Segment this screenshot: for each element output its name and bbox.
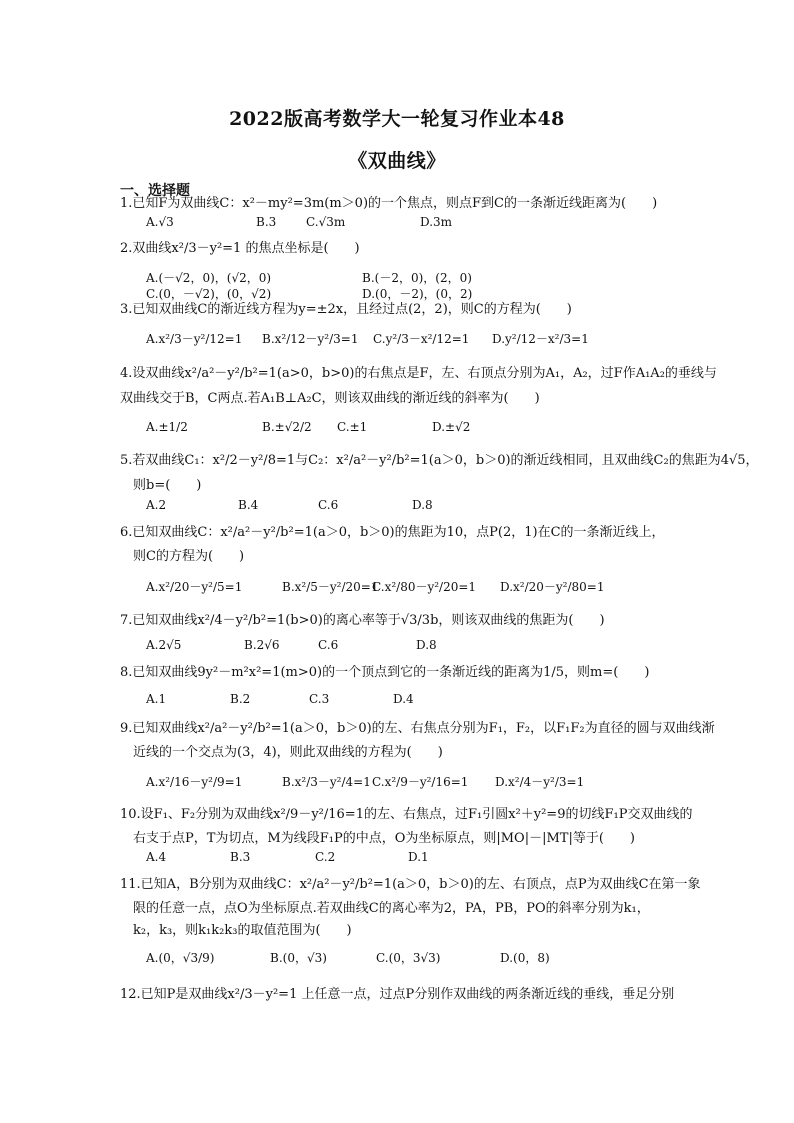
question-8-option-A: A.1 — [146, 692, 167, 706]
question-5-option-A: A.2 — [146, 498, 167, 512]
question-3-option-A: A.x²/3－y²/12=1 — [146, 332, 243, 346]
question-4-option-C: C.±1 — [337, 420, 368, 434]
question-1-option-A: A.√3 — [146, 215, 174, 229]
question-8-option-B: B.2 — [230, 692, 251, 706]
question-6-option-C: C.x²/80－y²/20=1 — [372, 580, 477, 594]
question-10-option-B: B.3 — [230, 850, 251, 864]
question-11-stem-line: 11.已知A，B分别为双曲线C：x²/a²－y²/b²=1(a＞0，b＞0)的左、右顶点，点P为双曲线C在第一象 — [120, 877, 701, 892]
question-7-option-B: B.2√6 — [244, 638, 280, 652]
question-4-option-D: D.±√2 — [432, 420, 471, 434]
question-5-option-D: D.8 — [412, 498, 433, 512]
question-1-option-D: D.3m — [420, 215, 453, 229]
section-heading: 一、选择题 — [120, 183, 190, 199]
question-5-stem-line: 则b=( ) — [120, 478, 202, 493]
question-1-option-C: C.√3m — [306, 215, 346, 229]
question-6-option-A: A.x²/20－y²/5=1 — [146, 580, 243, 594]
question-11-stem-line: k₂，k₃，则k₁k₂k₃的取值范围为( ) — [120, 923, 352, 938]
question-11-option-B: B.(0，√3) — [270, 951, 327, 965]
question-9-option-A: A.x²/16－y²/9=1 — [146, 775, 243, 789]
question-4-stem-line: 双曲线交于B，C两点.若A₁B⊥A₂C，则该双曲线的渐近线的斜率为( ) — [120, 391, 540, 406]
question-2-stem-line: 2.双曲线x²/3－y²=1 的焦点坐标是( ) — [120, 241, 360, 256]
question-1-stem-line: 1.已知F为双曲线C：x²－my²=3m(m＞0)的一个焦点，则点F到C的一条渐近线距离为( ) — [120, 196, 658, 211]
question-12-stem-line: 12.已知P是双曲线x²/3－y²=1 上任意一点，过点P分别作双曲线的两条渐近线的垂线，垂足分别 — [120, 987, 675, 1002]
question-4-option-A: A.±1/2 — [146, 420, 188, 434]
document-title: 2022版高考数学大一轮复习作业本48 — [229, 108, 565, 130]
question-4-option-B: B.±√2/2 — [262, 420, 312, 434]
question-7-stem-line: 7.已知双曲线x²/4－y²/b²=1(b>0)的离心率等于√3/3b，则该双曲线的焦距为( ) — [120, 613, 605, 628]
question-7-option-C: C.6 — [318, 638, 339, 652]
question-4-stem-line: 4.设双曲线x²/a²－y²/b²=1(a>0，b>0)的右焦点是F，左、右顶点分别为A₁，A₂，过F作A₁A₂的垂线与 — [120, 366, 717, 381]
question-7-option-A: A.2√5 — [146, 638, 182, 652]
question-10-option-A: A.4 — [146, 850, 167, 864]
question-10-stem-line: 10.设F₁、F₂分别为双曲线x²/9－y²/16=1的左、右焦点，过F₁引圆x²＋y²=9的切线F₁P交双曲线的 — [120, 807, 693, 822]
question-11-option-C: C.(0，3√3) — [376, 951, 441, 965]
question-9-stem-line: 9.已知双曲线x²/a²－y²/b²=1(a＞0，b＞0)的左、右焦点分别为F₁，F₂，以F₁F₂为直径的圆与双曲线渐 — [120, 721, 715, 736]
question-6-stem-line: 6.已知双曲线C：x²/a²－y²/b²=1(a＞0，b＞0)的焦距为10，点P(2，1)在C的一条渐近线上， — [120, 525, 665, 540]
question-6-option-D: D.x²/20－y²/80=1 — [500, 580, 605, 594]
question-6-option-B: B.x²/5－y²/20=1 — [282, 580, 379, 594]
question-3-option-B: B.x²/12－y²/3=1 — [262, 332, 359, 346]
question-6-stem-line: 则C的方程为( ) — [120, 549, 245, 564]
question-2-option-C: C.(0，－√2)，(0，√2) — [146, 287, 272, 301]
question-11-option-D: D.(0，8) — [500, 951, 550, 965]
question-10-option-C: C.2 — [315, 850, 336, 864]
question-8-stem-line: 8.已知双曲线9y²－m²x²=1(m>0)的一个顶点到它的一条渐近线的距离为1/5，则m=( ) — [120, 665, 650, 680]
question-11-stem-line: 限的任意一点，点O为坐标原点.若双曲线C的离心率为2，PA，PB，PO的斜率分别为k₁， — [120, 901, 650, 916]
question-11-option-A: A.(0，√3/9) — [146, 951, 215, 965]
question-9-stem-line: 近线的一个交点为(3，4)，则此双曲线的方程为( ) — [120, 745, 443, 760]
question-1-option-B: B.3 — [256, 215, 277, 229]
document-subtitle: 《双曲线》 — [348, 150, 446, 172]
question-5-option-C: C.6 — [318, 498, 339, 512]
question-8-option-D: D.4 — [393, 692, 414, 706]
question-10-option-D: D.1 — [408, 850, 429, 864]
question-9-option-B: B.x²/3－y²/4=1 — [282, 775, 371, 789]
question-5-stem-line: 5.若双曲线C₁：x²/2－y²/8=1与C₂：x²/a²－y²/b²=1(a＞0，b＞0)的渐近线相同，且双曲线C₂的焦距为4√5， — [120, 453, 759, 468]
question-9-option-D: D.x²/4－y²/3=1 — [495, 775, 585, 789]
question-2-option-D: D.(0，－2)，(0，2) — [362, 287, 473, 301]
question-3-option-C: C.y²/3－x²/12=1 — [373, 332, 470, 346]
question-3-stem-line: 3.已知双曲线C的渐近线方程为y=±2x，且经过点(2，2)，则C的方程为( ) — [120, 302, 572, 317]
question-5-option-B: B.4 — [238, 498, 259, 512]
question-3-option-D: D.y²/12－x²/3=1 — [492, 332, 589, 346]
question-8-option-C: C.3 — [309, 692, 330, 706]
question-9-option-C: C.x²/9－y²/16=1 — [372, 775, 469, 789]
question-7-option-D: D.8 — [416, 638, 437, 652]
question-2-option-B: B.(－2，0)，(2，0) — [362, 271, 472, 285]
question-10-stem-line: 右支于点P，T为切点，M为线段F₁P的中点，O为坐标原点，则|MO|－|MT|等于( ) — [120, 831, 635, 846]
question-2-option-A: A.(－√2，0)，(√2，0) — [146, 271, 272, 285]
